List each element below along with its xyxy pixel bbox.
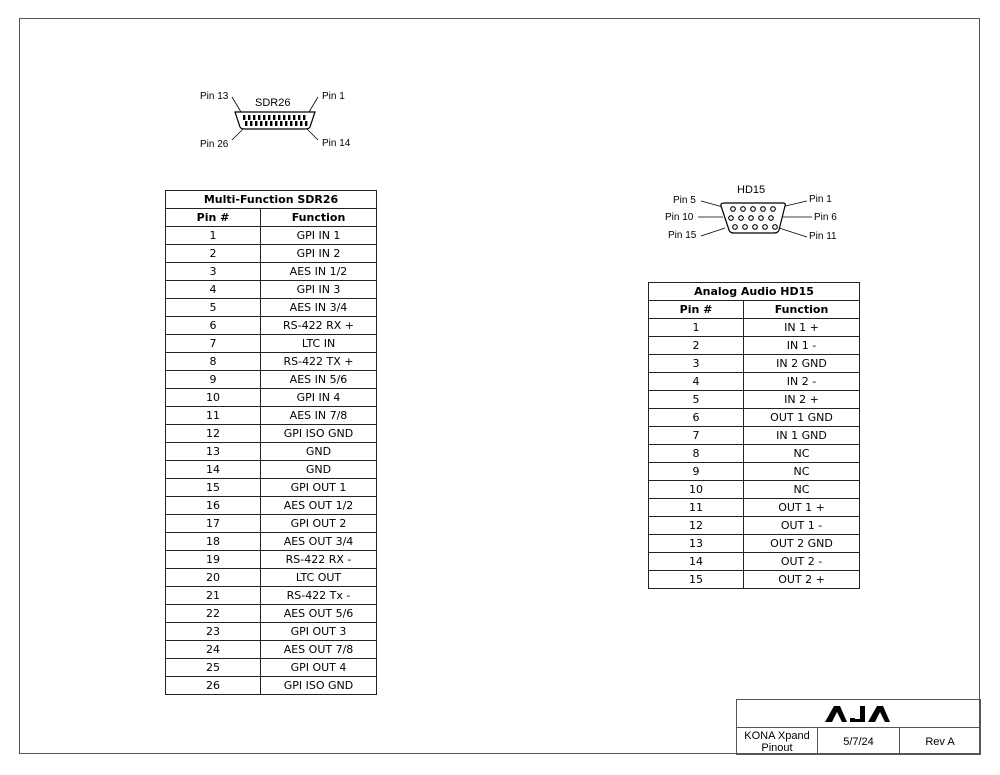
table-row — [649, 571, 860, 589]
pin-function-cell: GPI OUT 3 — [261, 623, 377, 641]
hd15-pin-dot — [739, 216, 744, 221]
hd15-pin6-label: Pin 6 — [814, 212, 837, 223]
pin-number-cell: 2 — [166, 245, 261, 263]
hd15-table-title: Analog Audio HD15 — [649, 283, 860, 301]
table-row — [649, 481, 860, 499]
sdr26-pin-dot — [295, 121, 297, 126]
pin-number-cell: 14 — [649, 553, 744, 571]
sdr26-pin26-label: Pin 26 — [200, 139, 229, 150]
pin-number-cell: 2 — [649, 337, 744, 355]
table-row — [166, 533, 377, 551]
title-block — [736, 699, 981, 755]
sdr26-pin-dot — [270, 121, 272, 126]
table-row — [166, 641, 377, 659]
sdr26-table-title: Multi-Function SDR26 — [166, 191, 377, 209]
doc-revision: Rev A — [925, 735, 955, 748]
sdr26-connector-label: SDR26 — [255, 97, 291, 109]
sdr26-pin-dot — [258, 115, 260, 120]
pin-number-cell: 10 — [166, 389, 261, 407]
pin-function-cell: AES OUT 1/2 — [261, 497, 377, 515]
hd15-pinout-table — [648, 282, 860, 589]
table-row — [166, 335, 377, 353]
hd15-pin-dot — [759, 216, 764, 221]
sdr26-pin1-label: Pin 1 — [322, 91, 345, 102]
pin-number-cell: 8 — [649, 445, 744, 463]
hd15-pin-dot — [773, 225, 778, 230]
table-row — [166, 569, 377, 587]
pin-number-cell: 1 — [166, 227, 261, 245]
pin-function-cell: GPI ISO GND — [261, 425, 377, 443]
pin-number-cell: 15 — [649, 571, 744, 589]
hd15-pin-dot — [769, 216, 774, 221]
pin-function-cell: GND — [261, 443, 377, 461]
hd15-pin-dot — [729, 216, 734, 221]
pin-function-cell: AES OUT 3/4 — [261, 533, 377, 551]
pin-number-cell: 5 — [649, 391, 744, 409]
pin-number-cell: 26 — [166, 677, 261, 695]
pin-function-cell: GPI IN 1 — [261, 227, 377, 245]
pin-number-cell: 11 — [166, 407, 261, 425]
table-row — [649, 337, 860, 355]
sdr26-pin-dot — [260, 121, 262, 126]
pin-number-cell: 12 — [649, 517, 744, 535]
pin-function-cell: GPI OUT 4 — [261, 659, 377, 677]
pin-number-cell: 10 — [649, 481, 744, 499]
pin-number-cell: 9 — [649, 463, 744, 481]
pin-function-cell: AES OUT 5/6 — [261, 605, 377, 623]
pin-function-cell: AES IN 3/4 — [261, 299, 377, 317]
pin-number-cell: 3 — [166, 263, 261, 281]
sdr26-pin-dot — [253, 115, 255, 120]
table-row — [166, 389, 377, 407]
pin-function-cell: NC — [744, 463, 860, 481]
table-row — [649, 535, 860, 553]
pin-number-cell: 16 — [166, 497, 261, 515]
pin-function-cell: OUT 2 - — [744, 553, 860, 571]
pin-function-cell: AES OUT 7/8 — [261, 641, 377, 659]
sdr26-pin14-label: Pin 14 — [322, 138, 351, 149]
sdr26-pin-dot — [283, 115, 285, 120]
hd15-pin-dot — [761, 207, 766, 212]
table-row — [166, 605, 377, 623]
pin-number-cell: 17 — [166, 515, 261, 533]
table-row — [649, 319, 860, 337]
pin-function-cell: NC — [744, 481, 860, 499]
table-row — [166, 317, 377, 335]
pin-number-cell: 20 — [166, 569, 261, 587]
pin-function-cell: AES IN 5/6 — [261, 371, 377, 389]
hd15-pin-dot — [753, 225, 758, 230]
pin-number-cell: 1 — [649, 319, 744, 337]
aja-logo — [825, 705, 891, 723]
sdr26-pin-dot — [305, 121, 307, 126]
hd15-header-function: Function — [744, 301, 860, 319]
pin-function-cell: GPI OUT 1 — [261, 479, 377, 497]
pin-function-cell: GPI IN 3 — [261, 281, 377, 299]
pin-number-cell: 4 — [166, 281, 261, 299]
sdr26-pin-dot — [255, 121, 257, 126]
sdr26-pin-dot — [263, 115, 265, 120]
pin-function-cell: LTC IN — [261, 335, 377, 353]
sdr26-pin-dot — [285, 121, 287, 126]
pin-number-cell: 15 — [166, 479, 261, 497]
hd15-pin-dot — [733, 225, 738, 230]
pin-number-cell: 21 — [166, 587, 261, 605]
hd15-connector-label: HD15 — [737, 184, 766, 196]
doc-date: 5/7/24 — [818, 728, 900, 755]
pin-number-cell: 3 — [649, 355, 744, 373]
pin-function-cell: OUT 2 GND — [744, 535, 860, 553]
table-row — [649, 409, 860, 427]
sdr26-pin-dot — [290, 121, 292, 126]
table-row — [649, 517, 860, 535]
pin-number-cell: 7 — [166, 335, 261, 353]
hd15-pin-dot — [763, 225, 768, 230]
sdr26-pin-dot — [250, 121, 252, 126]
pin-number-cell: 7 — [649, 427, 744, 445]
pin-number-cell: 11 — [649, 499, 744, 517]
table-row — [166, 479, 377, 497]
table-row — [166, 551, 377, 569]
table-row — [166, 461, 377, 479]
pin-function-cell: GPI IN 4 — [261, 389, 377, 407]
pin-function-cell: IN 2 GND — [744, 355, 860, 373]
pin-function-cell: NC — [744, 445, 860, 463]
sdr26-pin-dot — [298, 115, 300, 120]
pin-number-cell: 23 — [166, 623, 261, 641]
sdr26-pin-dot — [273, 115, 275, 120]
pin-number-cell: 25 — [166, 659, 261, 677]
pin-function-cell: IN 2 + — [744, 391, 860, 409]
sdr26-pin13-label: Pin 13 — [200, 91, 229, 102]
table-row — [649, 427, 860, 445]
sdr26-pin-dot — [265, 121, 267, 126]
table-row — [166, 245, 377, 263]
pin-function-cell: AES IN 7/8 — [261, 407, 377, 425]
table-row — [649, 463, 860, 481]
table-row — [649, 355, 860, 373]
pin-number-cell: 14 — [166, 461, 261, 479]
pin-function-cell: RS-422 Tx - — [261, 587, 377, 605]
table-row — [166, 677, 377, 695]
pin-number-cell: 5 — [166, 299, 261, 317]
pin-number-cell: 12 — [166, 425, 261, 443]
title-block-logo-area — [737, 700, 980, 728]
pin-function-cell: AES IN 1/2 — [261, 263, 377, 281]
hd15-pin5-label: Pin 5 — [673, 195, 696, 206]
pin-number-cell: 13 — [166, 443, 261, 461]
pin-function-cell: IN 2 - — [744, 373, 860, 391]
hd15-pin-dot — [751, 207, 756, 212]
pin-number-cell: 22 — [166, 605, 261, 623]
hd15-header-pin: Pin # — [649, 301, 744, 319]
doc-title: KONA Xpand Pinout — [737, 728, 818, 755]
sdr26-pin-dot — [275, 121, 277, 126]
pin-function-cell: GND — [261, 461, 377, 479]
table-row — [166, 371, 377, 389]
pin-number-cell: 24 — [166, 641, 261, 659]
sdr26-connector-icon — [225, 90, 325, 150]
hd15-pin15-label: Pin 15 — [668, 230, 697, 241]
table-row — [166, 299, 377, 317]
sdr26-pinout-table — [165, 190, 377, 695]
hd15-pin-dot — [743, 225, 748, 230]
pin-function-cell: OUT 2 + — [744, 571, 860, 589]
pin-function-cell: RS-422 TX + — [261, 353, 377, 371]
table-row — [166, 497, 377, 515]
table-row — [649, 499, 860, 517]
hd15-connector-icon — [695, 194, 815, 244]
hd15-pin1-label: Pin 1 — [809, 194, 832, 205]
table-row — [166, 407, 377, 425]
table-row — [166, 227, 377, 245]
hd15-pin-dot — [749, 216, 754, 221]
pin-number-cell: 6 — [166, 317, 261, 335]
sdr26-pin-dot — [245, 121, 247, 126]
sdr26-pin-dot — [293, 115, 295, 120]
table-row — [166, 281, 377, 299]
pin-number-cell: 6 — [649, 409, 744, 427]
pin-number-cell: 9 — [166, 371, 261, 389]
sdr26-pin-dot — [300, 121, 302, 126]
sdr26-pin-dot — [243, 115, 245, 120]
pin-function-cell: OUT 1 - — [744, 517, 860, 535]
table-row — [166, 623, 377, 641]
sdr26-pin-dot — [278, 115, 280, 120]
hd15-pin-dot — [731, 207, 736, 212]
table-row — [649, 553, 860, 571]
pin-function-cell: GPI OUT 2 — [261, 515, 377, 533]
pin-number-cell: 18 — [166, 533, 261, 551]
sdr26-header-pin: Pin # — [166, 209, 261, 227]
pin-number-cell: 19 — [166, 551, 261, 569]
pin-function-cell: LTC OUT — [261, 569, 377, 587]
sdr26-header-function: Function — [261, 209, 377, 227]
sdr26-pin-dot — [280, 121, 282, 126]
pin-number-cell: 8 — [166, 353, 261, 371]
pin-function-cell: GPI IN 2 — [261, 245, 377, 263]
table-row — [166, 515, 377, 533]
pin-function-cell: IN 1 - — [744, 337, 860, 355]
pin-function-cell: OUT 1 + — [744, 499, 860, 517]
sdr26-pin-dot — [248, 115, 250, 120]
table-row — [166, 443, 377, 461]
sdr26-pin-dot — [288, 115, 290, 120]
table-row — [166, 425, 377, 443]
hd15-pin10-label: Pin 10 — [665, 212, 694, 223]
hd15-pin-dot — [771, 207, 776, 212]
hd15-pin11-label: Pin 11 — [809, 231, 837, 242]
table-row — [166, 587, 377, 605]
table-row — [166, 659, 377, 677]
pin-function-cell: RS-422 RX - — [261, 551, 377, 569]
pin-function-cell: RS-422 RX + — [261, 317, 377, 335]
table-row — [649, 445, 860, 463]
table-row — [649, 391, 860, 409]
pin-number-cell: 13 — [649, 535, 744, 553]
pin-number-cell: 4 — [649, 373, 744, 391]
pin-function-cell: OUT 1 GND — [744, 409, 860, 427]
pin-function-cell: IN 1 + — [744, 319, 860, 337]
table-row — [166, 353, 377, 371]
sdr26-pin-dot — [268, 115, 270, 120]
sdr26-pin-dot — [303, 115, 305, 120]
hd15-pin-dot — [741, 207, 746, 212]
table-row — [166, 263, 377, 281]
pin-function-cell: IN 1 GND — [744, 427, 860, 445]
pin-function-cell: GPI ISO GND — [261, 677, 377, 695]
table-row — [649, 373, 860, 391]
